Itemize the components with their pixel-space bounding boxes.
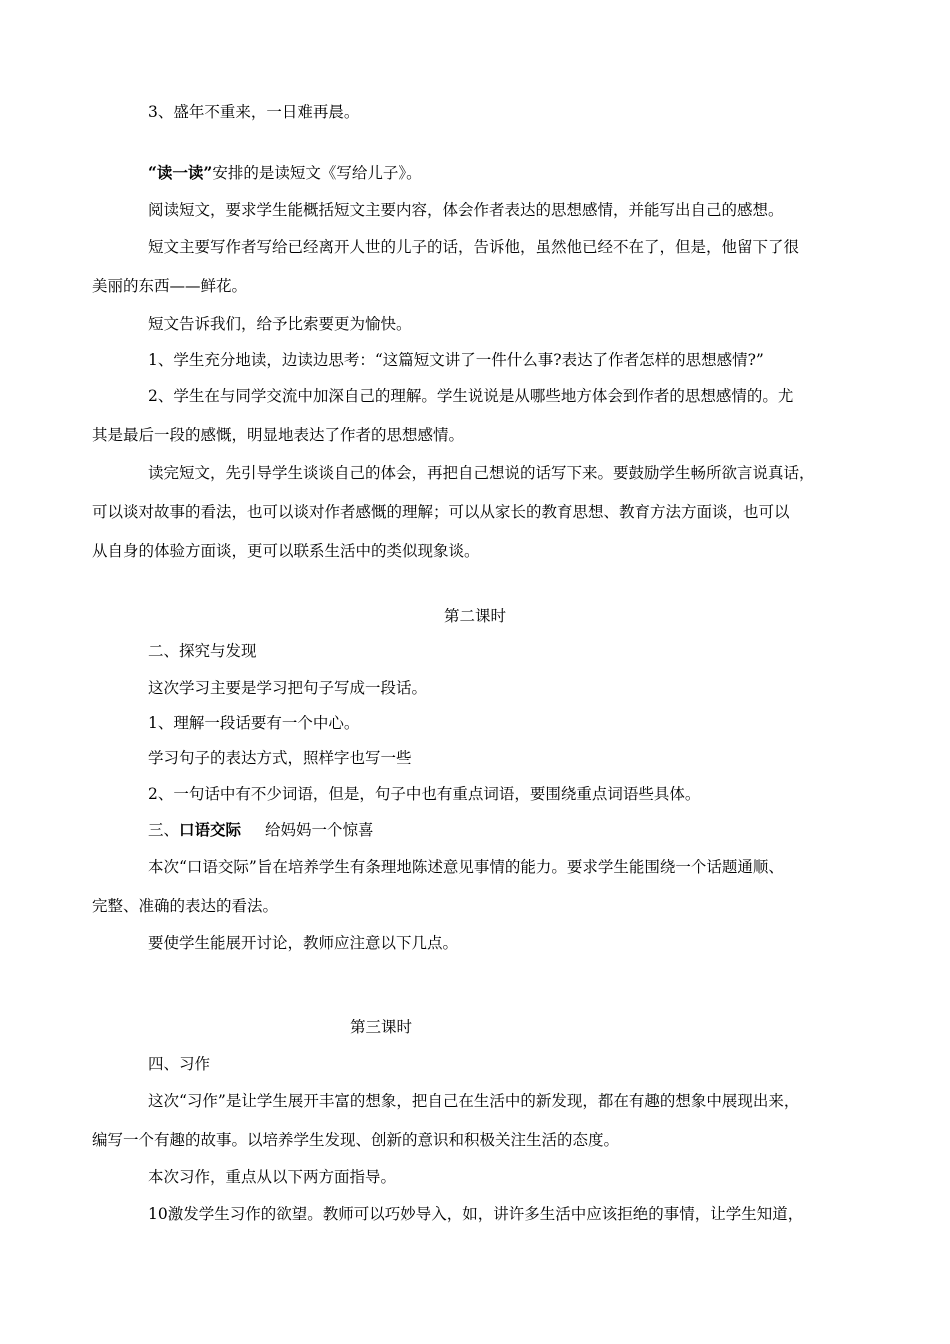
paragraph-line: 2、学生在与同学交流中加深自己的理解。学生说说是从哪些地方体会到作者的思想感情的。尤 — [148, 387, 794, 405]
section-heading: 第三课时 — [350, 1018, 413, 1036]
paragraph-line: 从自身的体验方面谈，更可以联系生活中的类似现象谈。 — [92, 542, 480, 560]
paragraph-line: 这次学习主要是学习把句子写成一段话。 — [148, 679, 428, 697]
paragraph-text: 安排的是读短文《写给儿子》。 — [212, 164, 422, 182]
paragraph-line: 本次“口语交际”旨在培养学生有条理地陈述意见事情的能力。要求学生能围绕一个话题通顺、 — [148, 858, 784, 876]
paragraph-line — [148, 820, 374, 840]
paragraph-line — [148, 163, 422, 183]
paragraph-line: 编写一个有趣的故事。以培养学生发现、创新的意识和积极关注生活的态度。 — [92, 1131, 620, 1149]
paragraph-line: 1、学生充分地读，边读边思考：“这篇短文讲了一件什么事?表达了作者怎样的思想感情?” — [148, 351, 764, 369]
paragraph-line: 3、盛年不重来，一日难再晨。 — [148, 103, 360, 121]
bold-label: 口语交际 — [179, 820, 242, 839]
paragraph-line: 完整、准确的表达的看法。 — [92, 897, 279, 915]
paragraph-line: 美丽的东西——鲜花。 — [92, 277, 248, 295]
paragraph-line: 二、探究与发现 — [148, 642, 257, 660]
paragraph-line: 要使学生能展开讨论，教师应注意以下几点。 — [148, 934, 459, 952]
paragraph-line: 可以谈对故事的看法，也可以谈对作者感慨的理解；可以从家长的教育思想、教育方法方面谈，也可以 — [92, 503, 790, 521]
paragraph-line: 学习句子的表达方式，照样字也写一些 — [148, 749, 412, 767]
paragraph-line: 2、一句话中有不少词语，但是，句子中也有重点词语，要围绕重点词语些具体。 — [148, 785, 701, 803]
paragraph-line: 这次“习作”是让学生展开丰富的想象，把自己在生活中的新发现，都在有趣的想象中展现出来， — [148, 1092, 800, 1110]
bold-label: “读一读” — [148, 163, 213, 182]
section-heading: 第二课时 — [443, 607, 506, 625]
paragraph-line: 其是最后一段的感慨，明显地表达了作者的思想感情。 — [92, 426, 465, 444]
paragraph-line: 短文告诉我们，给予比索要更为愉快。 — [148, 315, 412, 333]
paragraph-text: 给妈妈一个惊喜 — [265, 821, 374, 839]
paragraph-line: 读完短文，先引导学生谈谈自己的体会，再把自己想说的话写下来。要鼓励学生畅所欲言说真话， — [148, 464, 815, 482]
paragraph-line: 1、理解一段话要有一个中心。 — [148, 714, 360, 732]
paragraph-text: 三、 — [148, 821, 180, 839]
paragraph-line: 本次习作，重点从以下两方面指导。 — [148, 1168, 397, 1186]
paragraph-line: 短文主要写作者写给已经离开人世的儿子的话，告诉他，虽然他已经不在了，但是，他留下了很 — [148, 238, 800, 256]
paragraph-line: 四、习作 — [148, 1055, 211, 1073]
paragraph-line: 10激发学生习作的欲望。教师可以巧妙导入，如，讲许多生活中应该拒绝的事情，让学生知道， — [148, 1205, 804, 1223]
paragraph-line: 阅读短文，要求学生能概括短文主要内容，体会作者表达的思想感情，并能写出自己的感想。 — [148, 201, 784, 219]
